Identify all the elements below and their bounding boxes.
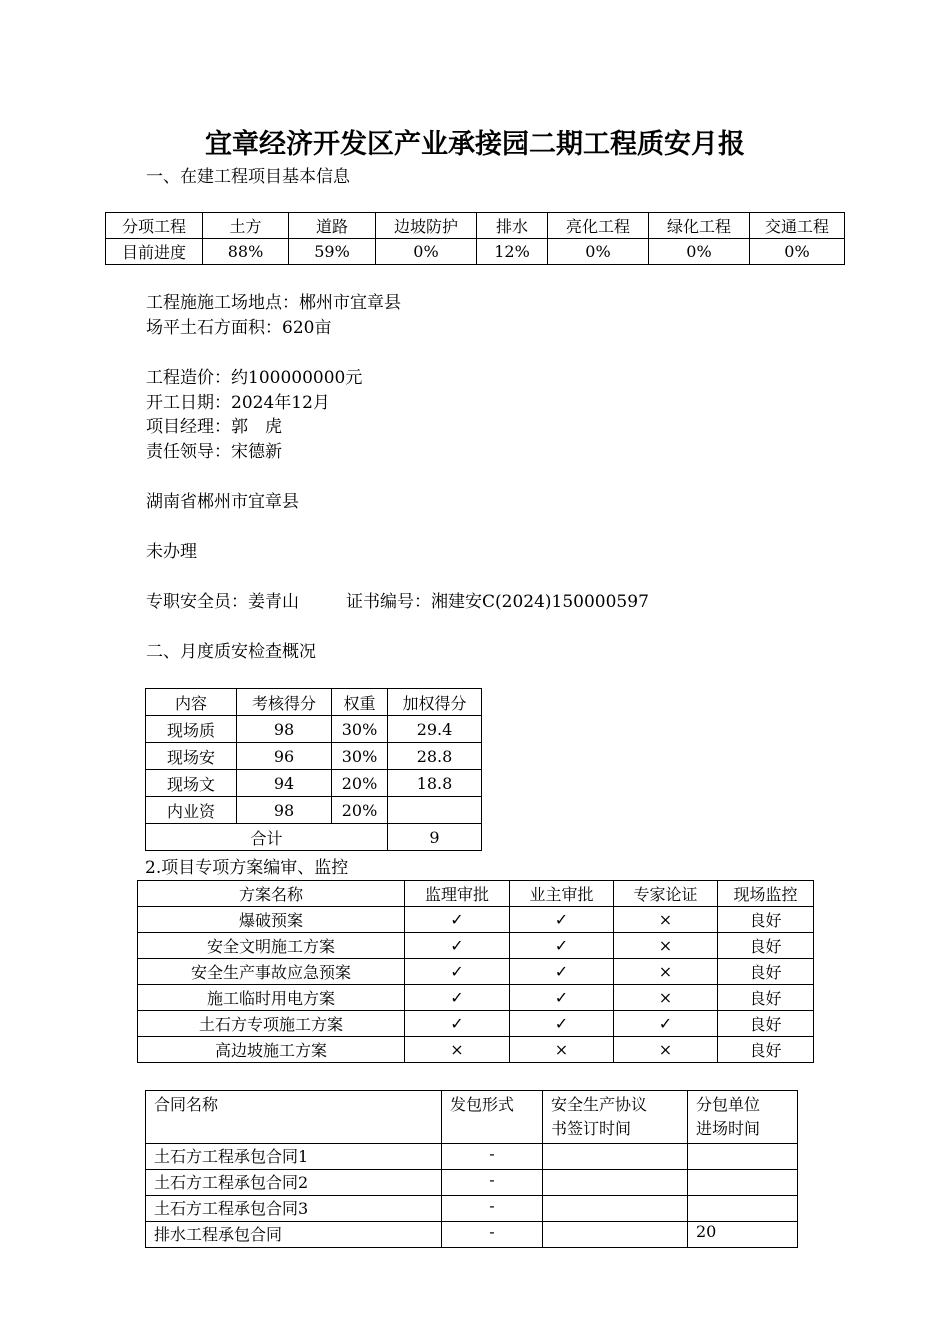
header-line: 书签订时间 bbox=[551, 1119, 632, 1138]
table-cell: 良好 bbox=[718, 1011, 814, 1037]
table-cell: × bbox=[614, 1037, 718, 1063]
table-header-cell: 排水 bbox=[477, 213, 548, 239]
section-2-2-heading: 2.项目专项方案编审、监控 bbox=[145, 858, 349, 878]
table-header-cell: 绿化工程 bbox=[649, 213, 750, 239]
table-cell bbox=[543, 1196, 688, 1222]
table-header-cell: 现场监控 bbox=[718, 881, 814, 907]
table-cell: 0% bbox=[548, 239, 649, 265]
table-cell: 内业资 bbox=[146, 797, 237, 824]
table-cell: × bbox=[405, 1037, 510, 1063]
table-cell: 20 bbox=[688, 1222, 798, 1248]
table-cell: 88% bbox=[203, 239, 289, 265]
table-cell bbox=[543, 1170, 688, 1196]
contract-table bbox=[145, 1090, 798, 1248]
section-1-heading: 一、在建工程项目基本信息 bbox=[146, 167, 350, 187]
header-line: 安全生产协议 bbox=[551, 1095, 648, 1114]
table-header-cell: 监理审批 bbox=[405, 881, 510, 907]
table-row bbox=[146, 716, 482, 743]
table-cell: ✓ bbox=[405, 907, 510, 933]
table-cell: 良好 bbox=[718, 959, 814, 985]
table-header-cell: 加权得分 bbox=[388, 689, 482, 716]
table-cell bbox=[543, 1222, 688, 1248]
table-row bbox=[138, 881, 814, 907]
table-row bbox=[146, 770, 482, 797]
table-row bbox=[146, 1222, 798, 1248]
table-cell: × bbox=[614, 933, 718, 959]
table-cell: 现场文 bbox=[146, 770, 237, 797]
table-row bbox=[138, 933, 814, 959]
info-certificate: 证书编号：湘建安C(2024)150000597 bbox=[346, 592, 649, 612]
section-2-heading: 二、月度质安检查概况 bbox=[146, 642, 316, 662]
table-cell bbox=[543, 1144, 688, 1170]
table-cell: × bbox=[614, 985, 718, 1011]
table-cell: ✓ bbox=[405, 959, 510, 985]
table-header-cell: 合同名称 bbox=[146, 1091, 442, 1144]
table-cell: 良好 bbox=[718, 1037, 814, 1063]
total-value: 9 bbox=[388, 824, 482, 851]
table-cell: 安全文明施工方案 bbox=[138, 933, 405, 959]
table-cell: - bbox=[442, 1170, 543, 1196]
table-cell: × bbox=[510, 1037, 614, 1063]
table-cell: 98 bbox=[237, 716, 332, 743]
info-manager: 项目经理：郭 虎 bbox=[146, 417, 282, 437]
table-header-cell bbox=[543, 1091, 688, 1144]
table-cell: ✓ bbox=[510, 959, 614, 985]
table-header-cell: 边坡防护 bbox=[376, 213, 477, 239]
table-header-cell: 土方 bbox=[203, 213, 289, 239]
table-cell: 20% bbox=[332, 797, 388, 824]
table-header-cell: 发包形式 bbox=[442, 1091, 543, 1144]
info-start-date: 开工日期：2024年12月 bbox=[146, 393, 330, 413]
table-header-cell: 交通工程 bbox=[750, 213, 845, 239]
table-row bbox=[138, 985, 814, 1011]
table-cell: 良好 bbox=[718, 933, 814, 959]
table-cell: 施工临时用电方案 bbox=[138, 985, 405, 1011]
table-cell: 96 bbox=[237, 743, 332, 770]
table-cell: 0% bbox=[649, 239, 750, 265]
table-cell: 59% bbox=[289, 239, 376, 265]
table-cell: 目前进度 bbox=[106, 239, 203, 265]
table-cell: 土石方工程承包合同2 bbox=[146, 1170, 442, 1196]
table-header-cell: 专家论证 bbox=[614, 881, 718, 907]
table-row bbox=[146, 1144, 798, 1170]
header-line: 进场时间 bbox=[696, 1119, 761, 1138]
table-row bbox=[146, 1091, 798, 1144]
score-table bbox=[145, 688, 482, 851]
table-cell: ✓ bbox=[614, 1011, 718, 1037]
table-cell: 良好 bbox=[718, 907, 814, 933]
table-cell: - bbox=[442, 1196, 543, 1222]
header-line: 分包单位 bbox=[696, 1095, 761, 1114]
table-header-cell: 考核得分 bbox=[237, 689, 332, 716]
info-safety-officer: 专职安全员：姜青山 bbox=[146, 592, 299, 612]
table-cell: ✓ bbox=[510, 933, 614, 959]
info-status: 未办理 bbox=[146, 542, 197, 562]
table-cell: 18.8 bbox=[388, 770, 482, 797]
table-header-cell: 内容 bbox=[146, 689, 237, 716]
table-cell: - bbox=[442, 1222, 543, 1248]
table-row bbox=[138, 907, 814, 933]
table-header-cell bbox=[688, 1091, 798, 1144]
table-cell: 现场质 bbox=[146, 716, 237, 743]
table-cell bbox=[688, 1196, 798, 1222]
table-row bbox=[138, 1011, 814, 1037]
table-row bbox=[146, 824, 482, 851]
table-cell: 安全生产事故应急预案 bbox=[138, 959, 405, 985]
info-site: 工程施施工场地点：郴州市宜章县 bbox=[146, 293, 401, 313]
table-cell: 土石方工程承包合同1 bbox=[146, 1144, 442, 1170]
table-cell bbox=[688, 1170, 798, 1196]
table-row bbox=[106, 239, 845, 265]
info-leader: 责任领导：宋德新 bbox=[146, 442, 282, 462]
table-row bbox=[146, 1196, 798, 1222]
table-cell: 98 bbox=[237, 797, 332, 824]
table-cell: ✓ bbox=[405, 985, 510, 1011]
plan-table bbox=[137, 880, 814, 1063]
table-cell: 高边坡施工方案 bbox=[138, 1037, 405, 1063]
table-row bbox=[138, 959, 814, 985]
table-cell bbox=[388, 797, 482, 824]
table-cell: 0% bbox=[750, 239, 845, 265]
table-row bbox=[138, 1037, 814, 1063]
table-row bbox=[146, 1170, 798, 1196]
table-cell: ✓ bbox=[405, 1011, 510, 1037]
table-cell: × bbox=[614, 959, 718, 985]
table-row bbox=[106, 213, 845, 239]
table-cell: 28.8 bbox=[388, 743, 482, 770]
info-cost: 工程造价：约100000000元 bbox=[146, 368, 363, 388]
table-cell: ✓ bbox=[510, 985, 614, 1011]
table-header-cell: 权重 bbox=[332, 689, 388, 716]
table-row bbox=[146, 689, 482, 716]
table-cell bbox=[688, 1144, 798, 1170]
table-cell: 爆破预案 bbox=[138, 907, 405, 933]
table-header-cell: 分项工程 bbox=[106, 213, 203, 239]
table-row bbox=[146, 743, 482, 770]
table-cell: 12% bbox=[477, 239, 548, 265]
table-cell: 土石方专项施工方案 bbox=[138, 1011, 405, 1037]
info-location: 湖南省郴州市宜章县 bbox=[146, 492, 299, 512]
table-header-cell: 亮化工程 bbox=[548, 213, 649, 239]
table-cell: ✓ bbox=[510, 907, 614, 933]
info-area: 场平土石方面积：620亩 bbox=[146, 318, 332, 338]
table-cell: 良好 bbox=[718, 985, 814, 1011]
table-cell: 94 bbox=[237, 770, 332, 797]
page-title: 宜章经济开发区产业承接园二期工程质安月报 bbox=[205, 129, 745, 160]
table-cell: 现场安 bbox=[146, 743, 237, 770]
table-cell: 0% bbox=[376, 239, 477, 265]
table-row bbox=[146, 797, 482, 824]
table-cell: 土石方工程承包合同3 bbox=[146, 1196, 442, 1222]
table-cell: 30% bbox=[332, 743, 388, 770]
table-cell: ✓ bbox=[405, 933, 510, 959]
table-cell: 20% bbox=[332, 770, 388, 797]
table-header-cell: 业主审批 bbox=[510, 881, 614, 907]
table-cell: - bbox=[442, 1144, 543, 1170]
table-cell: 30% bbox=[332, 716, 388, 743]
table-cell: 29.4 bbox=[388, 716, 482, 743]
total-label: 合计 bbox=[146, 824, 388, 851]
table-cell: × bbox=[614, 907, 718, 933]
table-cell: ✓ bbox=[510, 1011, 614, 1037]
table-header-cell: 方案名称 bbox=[138, 881, 405, 907]
table-header-cell: 道路 bbox=[289, 213, 376, 239]
progress-table bbox=[105, 212, 845, 265]
table-cell: 排水工程承包合同 bbox=[146, 1222, 442, 1248]
